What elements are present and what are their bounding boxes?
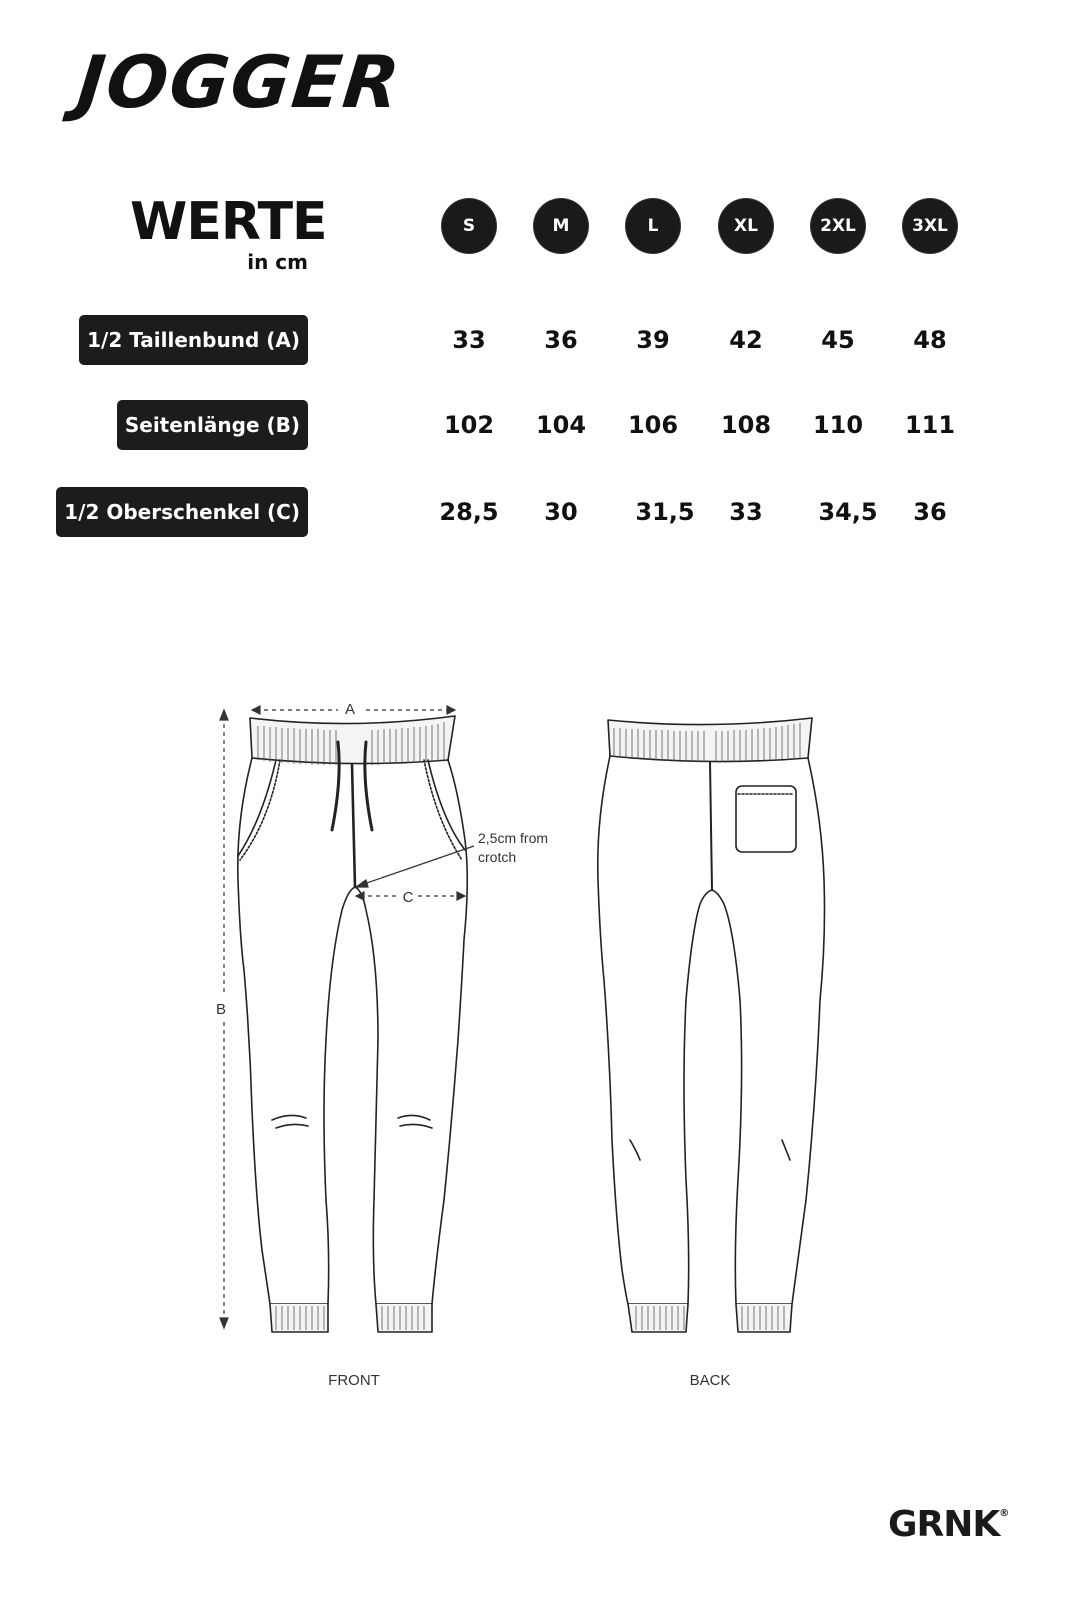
front-caption: FRONT (328, 1372, 380, 1389)
brand-registered-mark: ® (999, 1508, 1009, 1519)
value-length-s: 102 (443, 411, 495, 439)
value-thigh-xl: 33 (729, 498, 763, 526)
table-heading: WERTE (130, 192, 327, 252)
brand-name: GRNK (888, 1504, 1000, 1545)
value-thigh-l: 31,5 (635, 498, 695, 526)
size-badge-3xl: 3XL (903, 199, 957, 253)
brand-logo (888, 1504, 1008, 1545)
note-line-2: crotch (478, 849, 517, 865)
value-waist-xl: 42 (729, 326, 763, 354)
size-badge-xl: XL (719, 199, 773, 253)
size-badge-m: M (534, 199, 588, 253)
label-a: A (344, 701, 356, 718)
front-pants-outline (238, 716, 467, 1332)
back-caption: BACK (689, 1372, 731, 1389)
label-b: B (215, 1001, 227, 1018)
unit-label: in cm (247, 250, 308, 274)
jogger-technical-drawing (0, 680, 1067, 1420)
value-length-xl: 108 (720, 411, 772, 439)
size-badge-s: S (442, 199, 496, 253)
value-thigh-3xl: 36 (913, 498, 947, 526)
row-label-thigh: 1/2 Oberschenkel (C) (56, 487, 308, 537)
value-thigh-s: 28,5 (439, 498, 499, 526)
size-badge-2xl: 2XL (811, 199, 865, 253)
value-waist-2xl: 45 (821, 326, 855, 354)
row-label-side-length: Seitenlänge (B) (117, 400, 308, 450)
value-length-l: 106 (627, 411, 679, 439)
value-waist-m: 36 (544, 326, 578, 354)
value-length-3xl: 111 (904, 411, 956, 439)
value-length-m: 104 (535, 411, 587, 439)
note-line-1: 2,5cm from (478, 830, 549, 846)
value-thigh-m: 30 (544, 498, 578, 526)
value-thigh-2xl: 34,5 (818, 498, 878, 526)
value-length-2xl: 110 (812, 411, 864, 439)
value-waist-s: 33 (452, 326, 486, 354)
label-c: C (402, 889, 414, 906)
size-badge-l: L (626, 199, 680, 253)
value-waist-l: 39 (636, 326, 670, 354)
waistband-ribbing (258, 722, 800, 1330)
value-waist-3xl: 48 (913, 326, 947, 354)
page-title: JOGGER (73, 40, 406, 124)
back-pants-outline (598, 718, 825, 1332)
measurement-guides (220, 706, 474, 1328)
row-label-waist: 1/2 Taillenbund (A) (79, 315, 308, 365)
